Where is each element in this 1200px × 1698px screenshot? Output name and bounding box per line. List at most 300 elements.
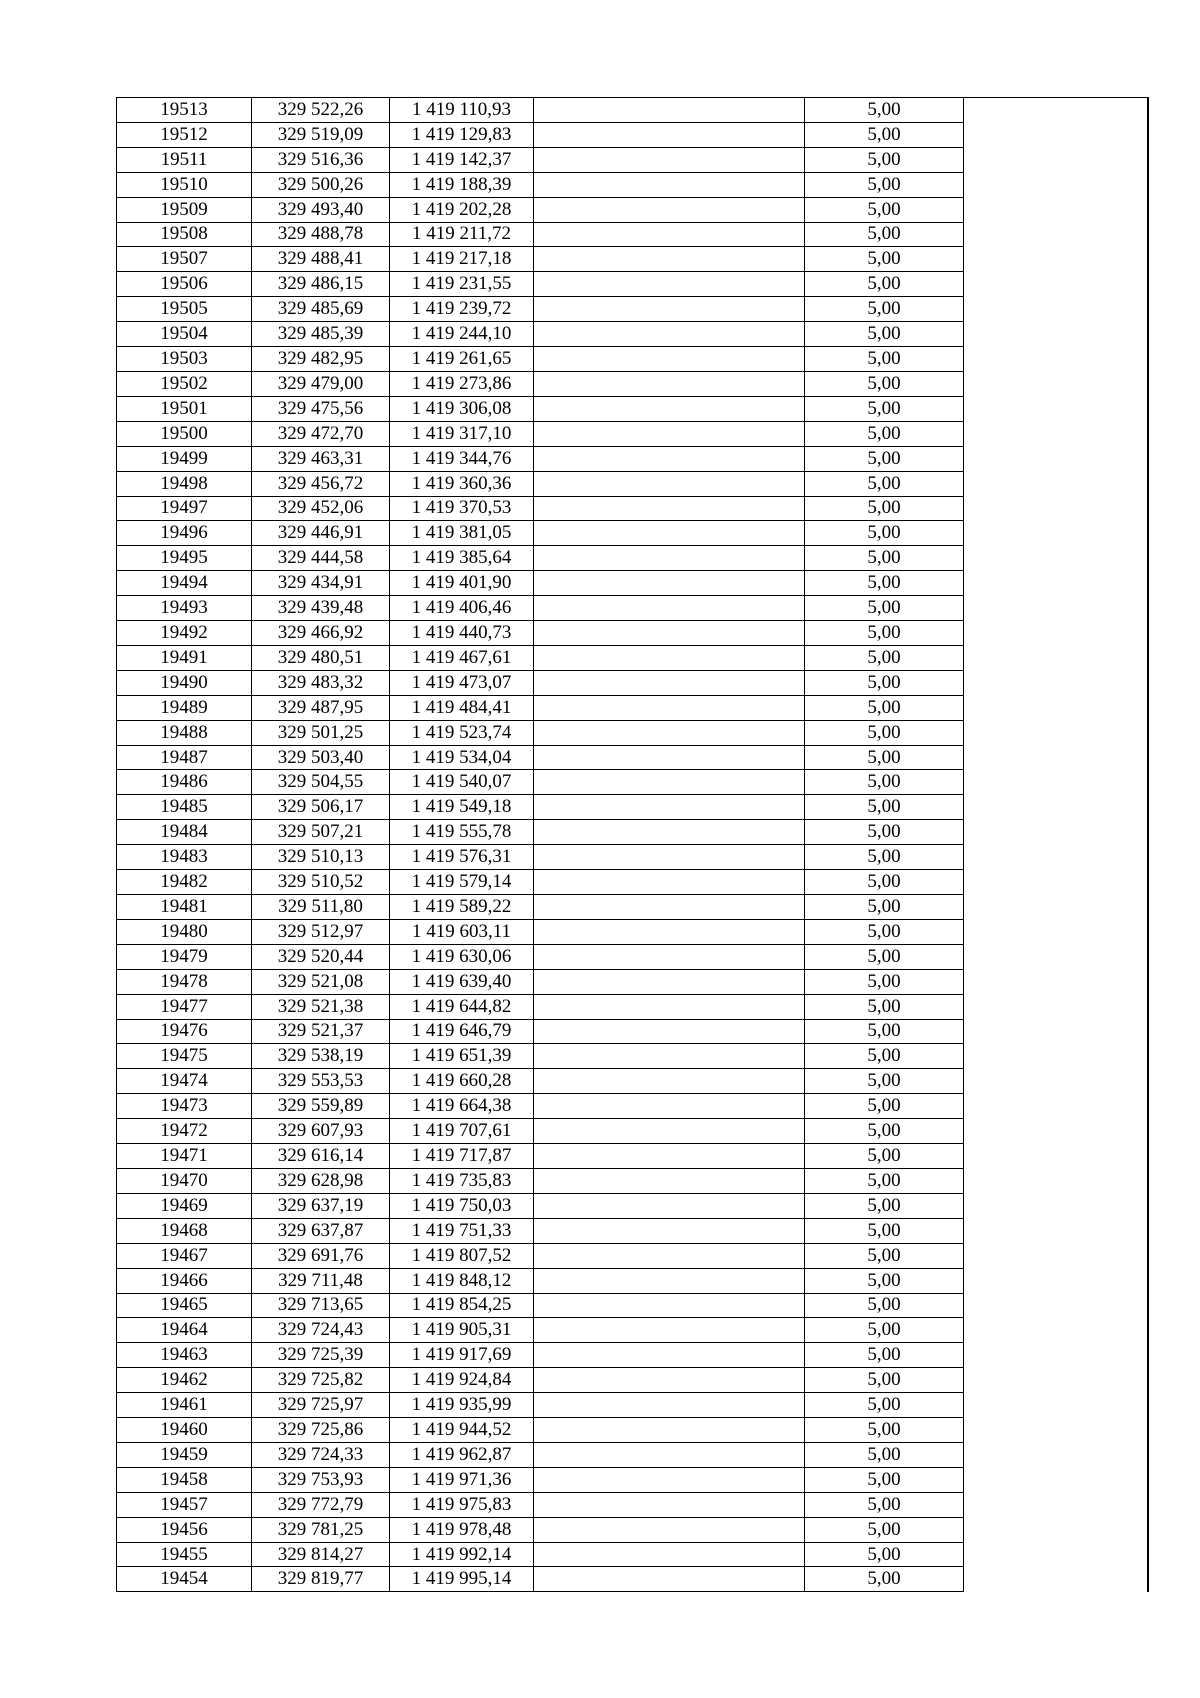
accuracy-cell: 5,00 — [805, 1567, 964, 1592]
note-cell — [964, 1492, 1148, 1517]
x-coordinate-cell: 329 814,27 — [252, 1542, 390, 1567]
accuracy-cell: 5,00 — [805, 1318, 964, 1343]
x-coordinate-cell: 329 520,44 — [252, 944, 390, 969]
table-row — [117, 1119, 1148, 1144]
accuracy-cell: 5,00 — [805, 471, 964, 496]
note-cell — [964, 122, 1148, 147]
accuracy-cell: 5,00 — [805, 870, 964, 895]
x-coordinate-cell: 329 616,14 — [252, 1144, 390, 1169]
y-coordinate-cell: 1 419 576,31 — [390, 845, 534, 870]
accuracy-cell: 5,00 — [805, 247, 964, 272]
x-coordinate-cell: 329 506,17 — [252, 795, 390, 820]
table-row — [117, 1168, 1148, 1193]
accuracy-cell: 5,00 — [805, 944, 964, 969]
y-coordinate-cell: 1 419 217,18 — [390, 247, 534, 272]
accuracy-cell: 5,00 — [805, 895, 964, 920]
point-number-cell: 19476 — [117, 1019, 252, 1044]
description-cell — [534, 1418, 805, 1443]
point-number-cell: 19505 — [117, 297, 252, 322]
accuracy-cell: 5,00 — [805, 347, 964, 372]
description-cell — [534, 1492, 805, 1517]
point-number-cell: 19458 — [117, 1467, 252, 1492]
coordinates-table — [116, 97, 1149, 1592]
point-number-cell: 19457 — [117, 1492, 252, 1517]
note-cell — [964, 895, 1148, 920]
accuracy-cell: 5,00 — [805, 770, 964, 795]
x-coordinate-cell: 329 516,36 — [252, 147, 390, 172]
note-cell — [964, 670, 1148, 695]
point-number-cell: 19473 — [117, 1094, 252, 1119]
accuracy-cell: 5,00 — [805, 496, 964, 521]
table-row — [117, 222, 1148, 247]
table-row — [117, 1318, 1148, 1343]
accuracy-cell: 5,00 — [805, 969, 964, 994]
table-row — [117, 571, 1148, 596]
description-cell — [534, 1069, 805, 1094]
note-cell — [964, 521, 1148, 546]
accuracy-cell: 5,00 — [805, 695, 964, 720]
y-coordinate-cell: 1 419 273,86 — [390, 371, 534, 396]
note-cell — [964, 845, 1148, 870]
y-coordinate-cell: 1 419 467,61 — [390, 645, 534, 670]
note-cell — [964, 396, 1148, 421]
y-coordinate-cell: 1 419 905,31 — [390, 1318, 534, 1343]
table-row — [117, 546, 1148, 571]
note-cell — [964, 197, 1148, 222]
accuracy-cell: 5,00 — [805, 670, 964, 695]
description-cell — [534, 1393, 805, 1418]
y-coordinate-cell: 1 419 540,07 — [390, 770, 534, 795]
accuracy-cell: 5,00 — [805, 820, 964, 845]
point-number-cell: 19460 — [117, 1418, 252, 1443]
x-coordinate-cell: 329 511,80 — [252, 895, 390, 920]
y-coordinate-cell: 1 419 751,33 — [390, 1218, 534, 1243]
description-cell — [534, 396, 805, 421]
y-coordinate-cell: 1 419 995,14 — [390, 1567, 534, 1592]
note-cell — [964, 98, 1148, 123]
description-cell — [534, 521, 805, 546]
description-cell — [534, 1019, 805, 1044]
accuracy-cell: 5,00 — [805, 98, 964, 123]
table-row — [117, 870, 1148, 895]
accuracy-cell: 5,00 — [805, 1442, 964, 1467]
table-row — [117, 1293, 1148, 1318]
table-row — [117, 1393, 1148, 1418]
note-cell — [964, 944, 1148, 969]
description-cell — [534, 720, 805, 745]
note-cell — [964, 1044, 1148, 1069]
y-coordinate-cell: 1 419 807,52 — [390, 1243, 534, 1268]
y-coordinate-cell: 1 419 579,14 — [390, 870, 534, 895]
description-cell — [534, 1517, 805, 1542]
point-number-cell: 19502 — [117, 371, 252, 396]
x-coordinate-cell: 329 725,39 — [252, 1343, 390, 1368]
table-row — [117, 1542, 1148, 1567]
table-row — [117, 446, 1148, 471]
y-coordinate-cell: 1 419 306,08 — [390, 396, 534, 421]
table-row — [117, 1268, 1148, 1293]
table-row — [117, 1567, 1148, 1592]
table-row — [117, 1218, 1148, 1243]
x-coordinate-cell: 329 475,56 — [252, 396, 390, 421]
x-coordinate-cell: 329 483,32 — [252, 670, 390, 695]
point-number-cell: 19507 — [117, 247, 252, 272]
description-cell — [534, 645, 805, 670]
description-cell — [534, 1268, 805, 1293]
note-cell — [964, 1517, 1148, 1542]
x-coordinate-cell: 329 500,26 — [252, 172, 390, 197]
point-number-cell: 19477 — [117, 994, 252, 1019]
y-coordinate-cell: 1 419 978,48 — [390, 1517, 534, 1542]
accuracy-cell: 5,00 — [805, 1467, 964, 1492]
accuracy-cell: 5,00 — [805, 994, 964, 1019]
x-coordinate-cell: 329 538,19 — [252, 1044, 390, 1069]
accuracy-cell: 5,00 — [805, 645, 964, 670]
point-number-cell: 19462 — [117, 1368, 252, 1393]
description-cell — [534, 1193, 805, 1218]
x-coordinate-cell: 329 819,77 — [252, 1567, 390, 1592]
description-cell — [534, 421, 805, 446]
point-number-cell: 19508 — [117, 222, 252, 247]
description-cell — [534, 944, 805, 969]
description-cell — [534, 1044, 805, 1069]
note-cell — [964, 745, 1148, 770]
accuracy-cell: 5,00 — [805, 396, 964, 421]
table-row — [117, 1144, 1148, 1169]
description-cell — [534, 994, 805, 1019]
accuracy-cell: 5,00 — [805, 1218, 964, 1243]
table-row — [117, 621, 1148, 646]
y-coordinate-cell: 1 419 440,73 — [390, 621, 534, 646]
note-cell — [964, 1268, 1148, 1293]
description-cell — [534, 1567, 805, 1592]
description-cell — [534, 795, 805, 820]
accuracy-cell: 5,00 — [805, 521, 964, 546]
description-cell — [534, 895, 805, 920]
description-cell — [534, 820, 805, 845]
table-row — [117, 322, 1148, 347]
y-coordinate-cell: 1 419 917,69 — [390, 1343, 534, 1368]
table-row — [117, 1343, 1148, 1368]
table-row — [117, 1467, 1148, 1492]
x-coordinate-cell: 329 488,78 — [252, 222, 390, 247]
y-coordinate-cell: 1 419 534,04 — [390, 745, 534, 770]
y-coordinate-cell: 1 419 735,83 — [390, 1168, 534, 1193]
x-coordinate-cell: 329 434,91 — [252, 571, 390, 596]
y-coordinate-cell: 1 419 344,76 — [390, 446, 534, 471]
description-cell — [534, 446, 805, 471]
point-number-cell: 19470 — [117, 1168, 252, 1193]
description-cell — [534, 1094, 805, 1119]
accuracy-cell: 5,00 — [805, 720, 964, 745]
accuracy-cell: 5,00 — [805, 596, 964, 621]
description-cell — [534, 1343, 805, 1368]
table-row — [117, 297, 1148, 322]
y-coordinate-cell: 1 419 211,72 — [390, 222, 534, 247]
table-row — [117, 496, 1148, 521]
accuracy-cell: 5,00 — [805, 147, 964, 172]
point-number-cell: 19475 — [117, 1044, 252, 1069]
accuracy-cell: 5,00 — [805, 172, 964, 197]
y-coordinate-cell: 1 419 854,25 — [390, 1293, 534, 1318]
x-coordinate-cell: 329 522,26 — [252, 98, 390, 123]
x-coordinate-cell: 329 488,41 — [252, 247, 390, 272]
point-number-cell: 19493 — [117, 596, 252, 621]
note-cell — [964, 1144, 1148, 1169]
description-cell — [534, 1442, 805, 1467]
note-cell — [964, 247, 1148, 272]
y-coordinate-cell: 1 419 848,12 — [390, 1268, 534, 1293]
x-coordinate-cell: 329 504,55 — [252, 770, 390, 795]
table-row — [117, 1368, 1148, 1393]
description-cell — [534, 1293, 805, 1318]
point-number-cell: 19488 — [117, 720, 252, 745]
point-number-cell: 19511 — [117, 147, 252, 172]
point-number-cell: 19482 — [117, 870, 252, 895]
point-number-cell: 19486 — [117, 770, 252, 795]
accuracy-cell: 5,00 — [805, 1343, 964, 1368]
description-cell — [534, 147, 805, 172]
x-coordinate-cell: 329 691,76 — [252, 1243, 390, 1268]
point-number-cell: 19455 — [117, 1542, 252, 1567]
accuracy-cell: 5,00 — [805, 621, 964, 646]
description-cell — [534, 870, 805, 895]
table-row — [117, 371, 1148, 396]
x-coordinate-cell: 329 725,82 — [252, 1368, 390, 1393]
x-coordinate-cell: 329 446,91 — [252, 521, 390, 546]
description-cell — [534, 122, 805, 147]
x-coordinate-cell: 329 480,51 — [252, 645, 390, 670]
accuracy-cell: 5,00 — [805, 1044, 964, 1069]
point-number-cell: 19499 — [117, 446, 252, 471]
y-coordinate-cell: 1 419 644,82 — [390, 994, 534, 1019]
point-number-cell: 19497 — [117, 496, 252, 521]
table-row — [117, 272, 1148, 297]
point-number-cell: 19464 — [117, 1318, 252, 1343]
accuracy-cell: 5,00 — [805, 845, 964, 870]
point-number-cell: 19485 — [117, 795, 252, 820]
note-cell — [964, 446, 1148, 471]
y-coordinate-cell: 1 419 381,05 — [390, 521, 534, 546]
x-coordinate-cell: 329 463,31 — [252, 446, 390, 471]
description-cell — [534, 770, 805, 795]
table-row — [117, 770, 1148, 795]
accuracy-cell: 5,00 — [805, 1069, 964, 1094]
table-row — [117, 820, 1148, 845]
table-row — [117, 969, 1148, 994]
x-coordinate-cell: 329 711,48 — [252, 1268, 390, 1293]
y-coordinate-cell: 1 419 944,52 — [390, 1418, 534, 1443]
accuracy-cell: 5,00 — [805, 546, 964, 571]
note-cell — [964, 994, 1148, 1019]
accuracy-cell: 5,00 — [805, 1168, 964, 1193]
point-number-cell: 19491 — [117, 645, 252, 670]
note-cell — [964, 695, 1148, 720]
point-number-cell: 19509 — [117, 197, 252, 222]
note-cell — [964, 870, 1148, 895]
y-coordinate-cell: 1 419 484,41 — [390, 695, 534, 720]
point-number-cell: 19495 — [117, 546, 252, 571]
point-number-cell: 19484 — [117, 820, 252, 845]
x-coordinate-cell: 329 486,15 — [252, 272, 390, 297]
point-number-cell: 19513 — [117, 98, 252, 123]
note-cell — [964, 172, 1148, 197]
y-coordinate-cell: 1 419 646,79 — [390, 1019, 534, 1044]
y-coordinate-cell: 1 419 549,18 — [390, 795, 534, 820]
accuracy-cell: 5,00 — [805, 1517, 964, 1542]
table-row — [117, 994, 1148, 1019]
accuracy-cell: 5,00 — [805, 1492, 964, 1517]
note-cell — [964, 820, 1148, 845]
y-coordinate-cell: 1 419 639,40 — [390, 969, 534, 994]
point-number-cell: 19478 — [117, 969, 252, 994]
description-cell — [534, 471, 805, 496]
y-coordinate-cell: 1 419 589,22 — [390, 895, 534, 920]
y-coordinate-cell: 1 419 707,61 — [390, 1119, 534, 1144]
accuracy-cell: 5,00 — [805, 322, 964, 347]
description-cell — [534, 1144, 805, 1169]
table-row — [117, 645, 1148, 670]
point-number-cell: 19471 — [117, 1144, 252, 1169]
x-coordinate-cell: 329 482,95 — [252, 347, 390, 372]
table-row — [117, 1243, 1148, 1268]
table-row — [117, 1069, 1148, 1094]
x-coordinate-cell: 329 559,89 — [252, 1094, 390, 1119]
description-cell — [534, 919, 805, 944]
x-coordinate-cell: 329 507,21 — [252, 820, 390, 845]
point-number-cell: 19492 — [117, 621, 252, 646]
point-number-cell: 19490 — [117, 670, 252, 695]
accuracy-cell: 5,00 — [805, 1094, 964, 1119]
note-cell — [964, 1467, 1148, 1492]
accuracy-cell: 5,00 — [805, 919, 964, 944]
accuracy-cell: 5,00 — [805, 571, 964, 596]
description-cell — [534, 98, 805, 123]
x-coordinate-cell: 329 510,13 — [252, 845, 390, 870]
point-number-cell: 19480 — [117, 919, 252, 944]
y-coordinate-cell: 1 419 924,84 — [390, 1368, 534, 1393]
table-row — [117, 1492, 1148, 1517]
table-row — [117, 347, 1148, 372]
accuracy-cell: 5,00 — [805, 272, 964, 297]
table-row — [117, 172, 1148, 197]
point-number-cell: 19496 — [117, 521, 252, 546]
table-row — [117, 1517, 1148, 1542]
y-coordinate-cell: 1 419 630,06 — [390, 944, 534, 969]
table-row — [117, 745, 1148, 770]
description-cell — [534, 1368, 805, 1393]
y-coordinate-cell: 1 419 717,87 — [390, 1144, 534, 1169]
accuracy-cell: 5,00 — [805, 795, 964, 820]
x-coordinate-cell: 329 725,86 — [252, 1418, 390, 1443]
table-row — [117, 471, 1148, 496]
x-coordinate-cell: 329 753,93 — [252, 1467, 390, 1492]
y-coordinate-cell: 1 419 962,87 — [390, 1442, 534, 1467]
accuracy-cell: 5,00 — [805, 1019, 964, 1044]
accuracy-cell: 5,00 — [805, 1418, 964, 1443]
table-row — [117, 695, 1148, 720]
x-coordinate-cell: 329 487,95 — [252, 695, 390, 720]
table-row — [117, 147, 1148, 172]
y-coordinate-cell: 1 419 360,36 — [390, 471, 534, 496]
x-coordinate-cell: 329 521,08 — [252, 969, 390, 994]
x-coordinate-cell: 329 444,58 — [252, 546, 390, 571]
description-cell — [534, 496, 805, 521]
y-coordinate-cell: 1 419 188,39 — [390, 172, 534, 197]
x-coordinate-cell: 329 510,52 — [252, 870, 390, 895]
y-coordinate-cell: 1 419 971,36 — [390, 1467, 534, 1492]
point-number-cell: 19510 — [117, 172, 252, 197]
point-number-cell: 19512 — [117, 122, 252, 147]
description-cell — [534, 247, 805, 272]
description-cell — [534, 222, 805, 247]
description-cell — [534, 670, 805, 695]
point-number-cell: 19483 — [117, 845, 252, 870]
note-cell — [964, 1318, 1148, 1343]
x-coordinate-cell: 329 466,92 — [252, 621, 390, 646]
point-number-cell: 19500 — [117, 421, 252, 446]
description-cell — [534, 322, 805, 347]
table-row — [117, 919, 1148, 944]
note-cell — [964, 621, 1148, 646]
point-number-cell: 19468 — [117, 1218, 252, 1243]
table-row — [117, 895, 1148, 920]
accuracy-cell: 5,00 — [805, 1243, 964, 1268]
table-row — [117, 421, 1148, 446]
x-coordinate-cell: 329 724,33 — [252, 1442, 390, 1467]
note-cell — [964, 795, 1148, 820]
table-row — [117, 1193, 1148, 1218]
y-coordinate-cell: 1 419 992,14 — [390, 1542, 534, 1567]
point-number-cell: 19454 — [117, 1567, 252, 1592]
x-coordinate-cell: 329 501,25 — [252, 720, 390, 745]
table-row — [117, 1418, 1148, 1443]
accuracy-cell: 5,00 — [805, 297, 964, 322]
x-coordinate-cell: 329 493,40 — [252, 197, 390, 222]
table-row — [117, 1094, 1148, 1119]
description-cell — [534, 596, 805, 621]
description-cell — [534, 969, 805, 994]
y-coordinate-cell: 1 419 975,83 — [390, 1492, 534, 1517]
table-row — [117, 396, 1148, 421]
table-row — [117, 122, 1148, 147]
note-cell — [964, 1094, 1148, 1119]
coordinates-table-body — [117, 98, 1148, 1592]
description-cell — [534, 172, 805, 197]
note-cell — [964, 272, 1148, 297]
y-coordinate-cell: 1 419 317,10 — [390, 421, 534, 446]
x-coordinate-cell: 329 485,39 — [252, 322, 390, 347]
table-row — [117, 197, 1148, 222]
point-number-cell: 19463 — [117, 1343, 252, 1368]
note-cell — [964, 1418, 1148, 1443]
y-coordinate-cell: 1 419 406,46 — [390, 596, 534, 621]
x-coordinate-cell: 329 479,00 — [252, 371, 390, 396]
y-coordinate-cell: 1 419 660,28 — [390, 1069, 534, 1094]
table-row — [117, 944, 1148, 969]
note-cell — [964, 1193, 1148, 1218]
y-coordinate-cell: 1 419 244,10 — [390, 322, 534, 347]
y-coordinate-cell: 1 419 750,03 — [390, 1193, 534, 1218]
accuracy-cell: 5,00 — [805, 1144, 964, 1169]
note-cell — [964, 1393, 1148, 1418]
description-cell — [534, 695, 805, 720]
description-cell — [534, 1243, 805, 1268]
point-number-cell: 19504 — [117, 322, 252, 347]
y-coordinate-cell: 1 419 651,39 — [390, 1044, 534, 1069]
note-cell — [964, 1243, 1148, 1268]
point-number-cell: 19467 — [117, 1243, 252, 1268]
